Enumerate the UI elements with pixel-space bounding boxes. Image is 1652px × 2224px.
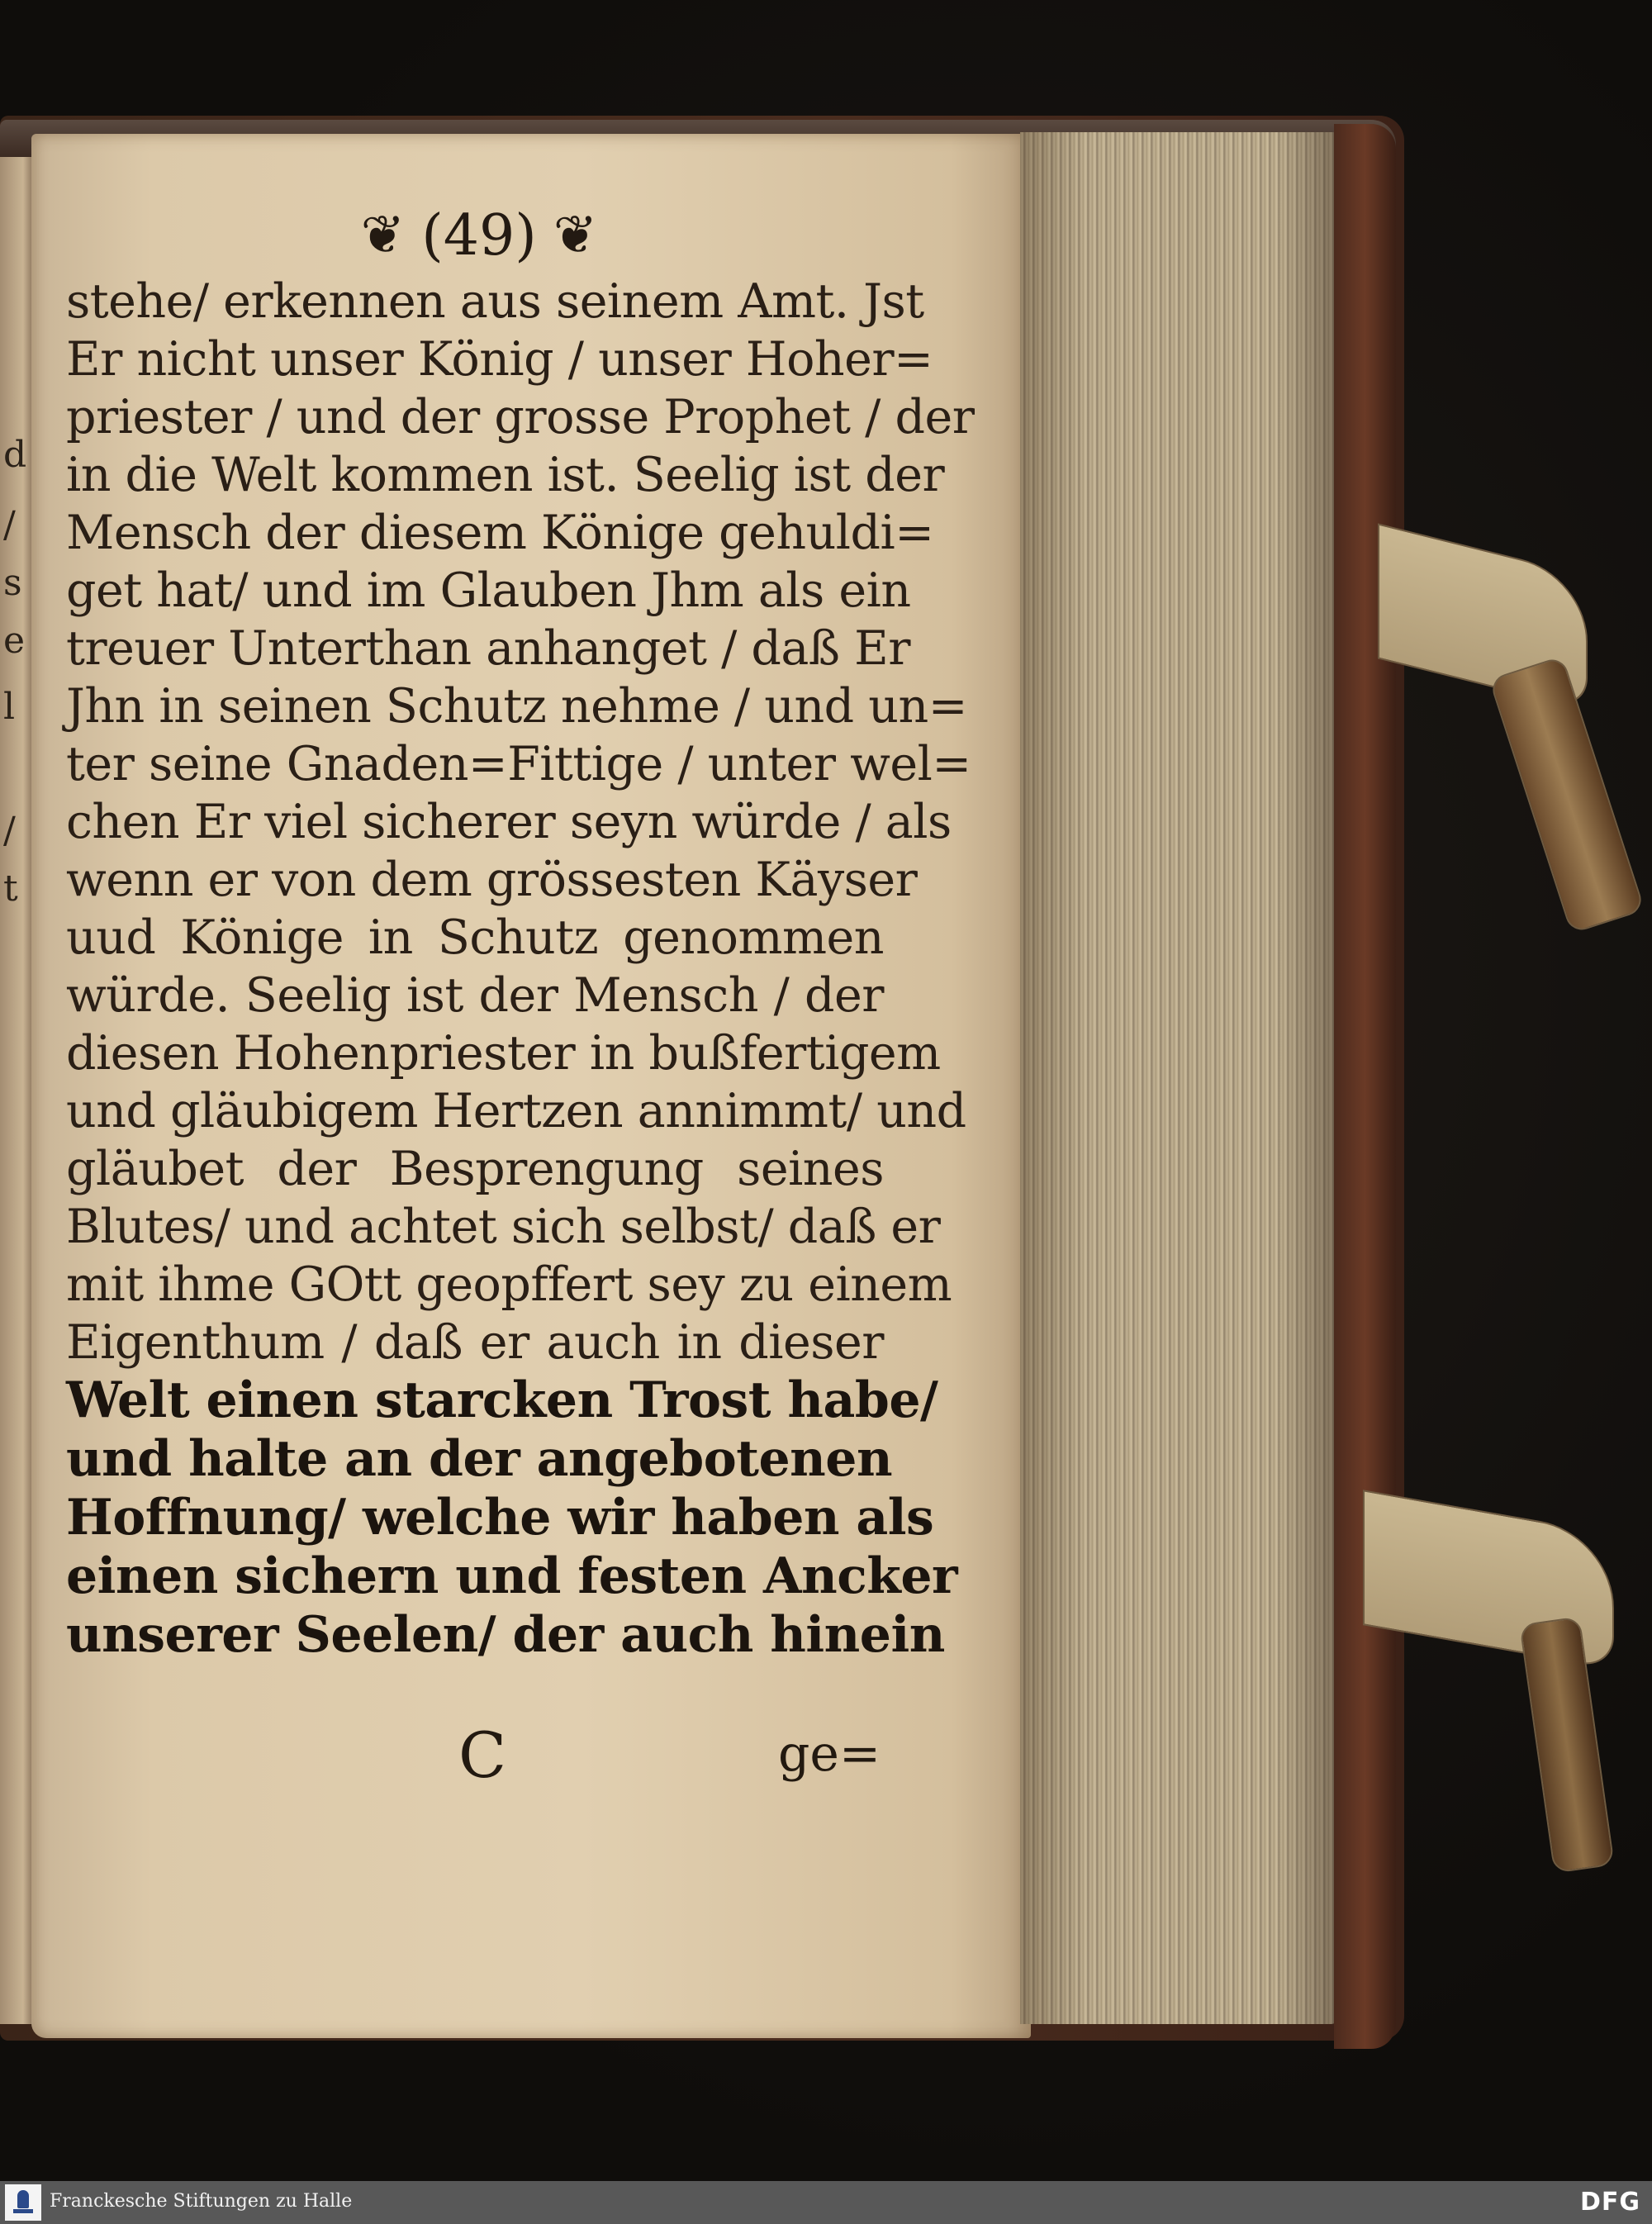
text-line: gläubet der Besprengung seines	[66, 1142, 884, 1196]
text-line: Blutes/ und achtet sich selbst/ daß er	[66, 1200, 941, 1254]
fore-edge-shadow	[1020, 132, 1342, 2024]
page-text-block	[66, 273, 975, 1665]
text-line-bold: und halte an der angebotenen	[66, 1430, 893, 1488]
left-page-fragment: e	[3, 620, 26, 662]
institution-name: Franckesche Stiftungen zu Halle	[50, 2191, 353, 2212]
text-line: diesen Hohenpriester in bußfertigem	[66, 1026, 941, 1081]
text-line: und gläubigem Hertzen annimmt/ und	[66, 1084, 966, 1138]
left-page-fragment: /	[3, 504, 16, 546]
right-ornament-icon: ❦	[553, 205, 598, 266]
text-line-bold: Hoffnung/ welche wir haben als	[66, 1489, 934, 1547]
text-line-bold: einen sichern und festen Ancker	[66, 1547, 958, 1605]
text-line: get hat/ und im Glauben Jhm als ein	[66, 563, 911, 618]
dfg-logo: DFG	[1579, 2188, 1640, 2217]
text-line: uud Könige in Schutz genommen	[66, 910, 884, 965]
text-line: Jhn in seinen Schutz nehme / und un=	[66, 679, 967, 734]
text-line-bold: Welt einen starcken Trost habe/	[66, 1371, 938, 1429]
signature-mark: C	[458, 1718, 507, 1792]
text-line: mit ihme GOtt geopffert sey zu einem	[66, 1257, 952, 1312]
text-line: Er nicht unser König / unser Hoher=	[66, 332, 933, 387]
left-page-fragment: t	[3, 867, 18, 910]
text-line-bold: unserer Seelen/ der auch hinein	[66, 1606, 945, 1664]
text-line: Mensch der diesem Könige gehuldi=	[66, 506, 934, 560]
catchword: ge=	[778, 1725, 881, 1783]
left-page-fragment: /	[3, 810, 16, 852]
left-page-fragment: s	[3, 562, 22, 604]
institution-logo-icon	[5, 2184, 41, 2221]
left-page-fragment: l	[3, 686, 16, 728]
page-header	[297, 200, 661, 271]
text-line: Eigenthum / daß er auch in dieser	[66, 1315, 884, 1370]
cover-side-edge	[1334, 124, 1396, 2049]
logo-base	[13, 2209, 33, 2213]
footer-bar	[0, 2181, 1652, 2224]
page-number: (49)	[421, 202, 537, 268]
logo-figure	[17, 2190, 29, 2208]
text-line: würde. Seelig ist der Mensch / der	[66, 968, 884, 1023]
left-page-sliver	[0, 157, 33, 2024]
text-line: wenn er von dem grössesten Käyser	[66, 853, 918, 907]
text-line: priester / und der grosse Prophet / der	[66, 390, 975, 444]
text-line: chen Er viel sicherer seyn würde / als	[66, 795, 952, 849]
text-line: treuer Unterthan anhanget / daß Er	[66, 621, 910, 676]
text-line: ter seine Gnaden=Fittige / unter wel=	[66, 737, 971, 791]
text-line: stehe/ erkennen aus seinem Amt. Jst	[66, 274, 924, 329]
left-ornament-icon: ❦	[360, 205, 406, 266]
text-line: in die Welt kommen ist. Seelig ist der	[66, 448, 945, 502]
left-page-fragment: d	[3, 434, 27, 476]
